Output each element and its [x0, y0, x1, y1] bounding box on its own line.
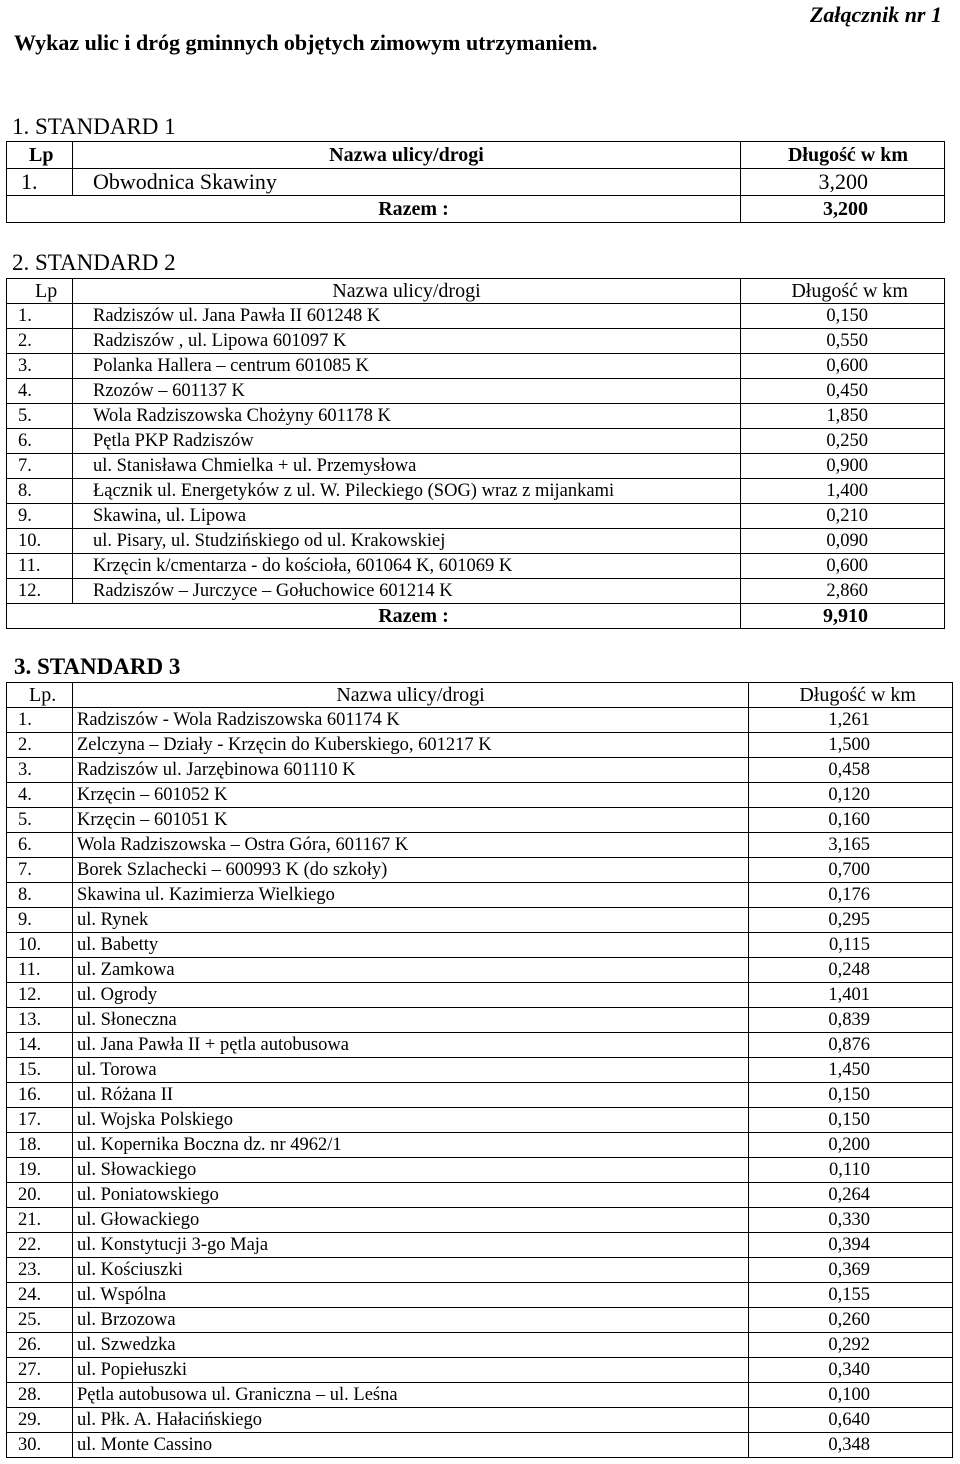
row-number: 23. — [7, 1258, 73, 1283]
row-length: 1,401 — [749, 983, 953, 1008]
row-length: 0,600 — [741, 354, 945, 379]
row-length: 1,261 — [749, 708, 953, 733]
table-row — [7, 1333, 953, 1358]
row-number: 9. — [7, 908, 73, 933]
row-length: 0,120 — [749, 783, 953, 808]
row-road-name: ul. Pisary, ul. Studzińskiego od ul. Krakowskiej — [73, 529, 741, 554]
table-row — [7, 1358, 953, 1383]
table-row — [7, 579, 945, 604]
row-road-name: ul. Torowa — [73, 1058, 749, 1083]
row-number: 17. — [7, 1108, 73, 1133]
table-row — [7, 858, 953, 883]
table-row — [7, 1033, 953, 1058]
total-value: 3,200 — [741, 196, 945, 223]
row-number: 10. — [7, 529, 73, 554]
row-road-name: Obwodnica Skawiny — [73, 169, 741, 196]
header-lp: Lp. — [7, 683, 73, 708]
total-value: 9,910 — [741, 604, 945, 629]
row-road-name: ul. Kościuszki — [73, 1258, 749, 1283]
row-length: 0,839 — [749, 1008, 953, 1033]
standard-3-table — [6, 682, 953, 1458]
row-length: 0,264 — [749, 1183, 953, 1208]
table-row — [7, 783, 953, 808]
table-row — [7, 1383, 953, 1408]
table-row — [7, 354, 945, 379]
row-number: 8. — [7, 479, 73, 504]
row-road-name: Krzęcin – 601052 K — [73, 783, 749, 808]
total-label: Razem : — [7, 604, 741, 629]
row-road-name: ul. Monte Cassino — [73, 1433, 749, 1458]
row-road-name: Wola Radziszowska Chożyny 601178 K — [73, 404, 741, 429]
table-row — [7, 758, 953, 783]
row-road-name: Zelczyna – Działy - Krzęcin do Kuberskiego, 601217 K — [73, 733, 749, 758]
row-number: 10. — [7, 933, 73, 958]
row-road-name: ul. Szwedzka — [73, 1333, 749, 1358]
row-number: 18. — [7, 1133, 73, 1158]
row-number: 5. — [7, 404, 73, 429]
row-number: 12. — [7, 579, 73, 604]
row-number: 25. — [7, 1308, 73, 1333]
row-road-name: ul. Zamkowa — [73, 958, 749, 983]
row-road-name: ul. Konstytucji 3-go Maja — [73, 1233, 749, 1258]
table-row — [7, 808, 953, 833]
table-row — [7, 883, 953, 908]
row-length: 0,700 — [749, 858, 953, 883]
row-road-name: Pętla PKP Radziszów — [73, 429, 741, 454]
row-length: 0,150 — [749, 1083, 953, 1108]
row-number: 22. — [7, 1233, 73, 1258]
row-number: 24. — [7, 1283, 73, 1308]
row-number: 1. — [7, 169, 73, 196]
row-number: 1. — [7, 708, 73, 733]
header-length: Długość w km — [741, 279, 945, 304]
row-length: 0,248 — [749, 958, 953, 983]
row-length: 1,450 — [749, 1058, 953, 1083]
row-road-name: ul. Brzozowa — [73, 1308, 749, 1333]
row-length: 0,260 — [749, 1308, 953, 1333]
row-road-name: ul. Słoneczna — [73, 1008, 749, 1033]
row-length: 0,160 — [749, 808, 953, 833]
row-number: 2. — [7, 733, 73, 758]
row-number: 27. — [7, 1358, 73, 1383]
row-road-name: ul. Kopernika Boczna dz. nr 4962/1 — [73, 1133, 749, 1158]
table-row — [7, 379, 945, 404]
row-number: 26. — [7, 1333, 73, 1358]
row-length: 1,400 — [741, 479, 945, 504]
table-row — [7, 958, 953, 983]
row-road-name: Radziszów , ul. Lipowa 601097 K — [73, 329, 741, 354]
total-row — [7, 604, 945, 629]
table-row — [7, 933, 953, 958]
row-number: 9. — [7, 504, 73, 529]
row-road-name: ul. Różana II — [73, 1083, 749, 1108]
row-road-name: ul. Stanisława Chmielka + ul. Przemysłowa — [73, 454, 741, 479]
annex-label: Załącznik nr 1 — [809, 2, 942, 27]
row-number: 11. — [7, 554, 73, 579]
row-length: 0,210 — [741, 504, 945, 529]
row-road-name: Krzęcin k/cmentarza - do kościoła, 601064 K, 601069 K — [73, 554, 741, 579]
row-number: 6. — [7, 833, 73, 858]
table-row — [7, 1058, 953, 1083]
row-road-name: ul. Rynek — [73, 908, 749, 933]
table-row — [7, 708, 953, 733]
table-row — [7, 1208, 953, 1233]
header-length: Długość w km — [741, 142, 945, 169]
row-road-name: Radziszów - Wola Radziszowska 601174 K — [73, 708, 749, 733]
row-road-name: ul. Poniatowskiego — [73, 1183, 749, 1208]
row-length: 0,250 — [741, 429, 945, 454]
row-number: 2. — [7, 329, 73, 354]
document-title: Wykaz ulic i dróg gminnych objętych zimowym utrzymaniem. — [14, 30, 598, 55]
row-length: 0,458 — [749, 758, 953, 783]
row-number: 15. — [7, 1058, 73, 1083]
row-length: 0,150 — [741, 304, 945, 329]
table-header-row — [7, 142, 945, 169]
row-road-name: Pętla autobusowa ul. Graniczna – ul. Leśna — [73, 1383, 749, 1408]
header-lp: Lp — [7, 279, 73, 304]
row-road-name: Polanka Hallera – centrum 601085 K — [73, 354, 741, 379]
table-header-row — [7, 279, 945, 304]
row-number: 7. — [7, 454, 73, 479]
table-row — [7, 983, 953, 1008]
row-length: 1,850 — [741, 404, 945, 429]
row-length: 0,150 — [749, 1108, 953, 1133]
table-row — [7, 1408, 953, 1433]
row-road-name: Łącznik ul. Energetyków z ul. W. Pileckiego (SOG) wraz z mijankami — [73, 479, 741, 504]
row-road-name: ul. Płk. A. Hałacińskiego — [73, 1408, 749, 1433]
total-row — [7, 196, 945, 223]
row-number: 4. — [7, 783, 73, 808]
table-row — [7, 1233, 953, 1258]
row-road-name: Radziszów ul. Jana Pawła II 601248 K — [73, 304, 741, 329]
row-number: 16. — [7, 1083, 73, 1108]
total-label: Razem : — [7, 196, 741, 223]
row-road-name: ul. Wojska Polskiego — [73, 1108, 749, 1133]
row-road-name: ul. Wspólna — [73, 1283, 749, 1308]
row-number: 11. — [7, 958, 73, 983]
header-lp: Lp — [7, 142, 73, 169]
row-number: 20. — [7, 1183, 73, 1208]
table-row — [7, 329, 945, 354]
row-length: 0,155 — [749, 1283, 953, 1308]
section-3-heading: 3. STANDARD 3 — [14, 654, 181, 679]
table-row — [7, 429, 945, 454]
standard-1-table — [6, 141, 945, 223]
table-row — [7, 1283, 953, 1308]
row-number: 19. — [7, 1158, 73, 1183]
row-length: 1,500 — [749, 733, 953, 758]
row-number: 14. — [7, 1033, 73, 1058]
row-length: 0,450 — [741, 379, 945, 404]
row-number: 3. — [7, 354, 73, 379]
row-length: 0,292 — [749, 1333, 953, 1358]
table-row — [7, 454, 945, 479]
row-length: 0,340 — [749, 1358, 953, 1383]
table-row — [7, 1083, 953, 1108]
header-name: Nazwa ulicy/drogi — [73, 279, 741, 304]
table-row — [7, 1108, 953, 1133]
table-row — [7, 833, 953, 858]
row-length: 0,550 — [741, 329, 945, 354]
table-row — [7, 1183, 953, 1208]
table-row — [7, 554, 945, 579]
table-row — [7, 479, 945, 504]
row-number: 12. — [7, 983, 73, 1008]
row-road-name: Radziszów ul. Jarzębinowa 601110 K — [73, 758, 749, 783]
row-road-name: Wola Radziszowska – Ostra Góra, 601167 K — [73, 833, 749, 858]
row-road-name: Borek Szlachecki – 600993 K (do szkoły) — [73, 858, 749, 883]
table-header-row — [7, 683, 953, 708]
table-row — [7, 1008, 953, 1033]
table-row — [7, 733, 953, 758]
table-row — [7, 169, 945, 196]
row-road-name: ul. Słowackiego — [73, 1158, 749, 1183]
row-length: 0,876 — [749, 1033, 953, 1058]
row-number: 6. — [7, 429, 73, 454]
table-row — [7, 1258, 953, 1283]
row-length: 2,860 — [741, 579, 945, 604]
row-number: 13. — [7, 1008, 73, 1033]
row-road-name: ul. Ogrody — [73, 983, 749, 1008]
row-number: 3. — [7, 758, 73, 783]
row-road-name: ul. Babetty — [73, 933, 749, 958]
row-length: 0,640 — [749, 1408, 953, 1433]
table-row — [7, 1308, 953, 1333]
row-number: 21. — [7, 1208, 73, 1233]
row-length: 0,600 — [741, 554, 945, 579]
row-road-name: ul. Jana Pawła II + pętla autobusowa — [73, 1033, 749, 1058]
standard-2-table — [6, 278, 945, 629]
row-length: 0,200 — [749, 1133, 953, 1158]
row-number: 1. — [7, 304, 73, 329]
row-road-name: Skawina ul. Kazimierza Wielkiego — [73, 883, 749, 908]
row-number: 8. — [7, 883, 73, 908]
row-road-name: Skawina, ul. Lipowa — [73, 504, 741, 529]
row-length: 3,200 — [741, 169, 945, 196]
row-road-name: ul. Popiełuszki — [73, 1358, 749, 1383]
header-name: Nazwa ulicy/drogi — [73, 142, 741, 169]
table-row — [7, 1158, 953, 1183]
row-number: 29. — [7, 1408, 73, 1433]
row-length: 0,176 — [749, 883, 953, 908]
row-length: 0,295 — [749, 908, 953, 933]
header-length: Długość w km — [749, 683, 953, 708]
section-2-heading: 2. STANDARD 2 — [12, 250, 176, 275]
row-length: 0,100 — [749, 1383, 953, 1408]
row-length: 0,394 — [749, 1233, 953, 1258]
row-number: 28. — [7, 1383, 73, 1408]
section-1-heading: 1. STANDARD 1 — [12, 114, 176, 139]
table-row — [7, 1433, 953, 1458]
row-length: 0,115 — [749, 933, 953, 958]
row-road-name: Rzozów – 601137 K — [73, 379, 741, 404]
row-length: 0,369 — [749, 1258, 953, 1283]
row-length: 0,330 — [749, 1208, 953, 1233]
row-road-name: Krzęcin – 601051 K — [73, 808, 749, 833]
table-row — [7, 529, 945, 554]
table-row — [7, 304, 945, 329]
row-road-name: Radziszów – Jurczyce – Gołuchowice 601214 K — [73, 579, 741, 604]
row-length: 3,165 — [749, 833, 953, 858]
header-name: Nazwa ulicy/drogi — [73, 683, 749, 708]
row-length: 0,090 — [741, 529, 945, 554]
row-length: 0,110 — [749, 1158, 953, 1183]
row-number: 4. — [7, 379, 73, 404]
row-length: 0,348 — [749, 1433, 953, 1458]
table-row — [7, 404, 945, 429]
row-road-name: ul. Głowackiego — [73, 1208, 749, 1233]
row-number: 30. — [7, 1433, 73, 1458]
table-row — [7, 504, 945, 529]
table-row — [7, 1133, 953, 1158]
row-number: 7. — [7, 858, 73, 883]
table-row — [7, 908, 953, 933]
row-number: 5. — [7, 808, 73, 833]
row-length: 0,900 — [741, 454, 945, 479]
